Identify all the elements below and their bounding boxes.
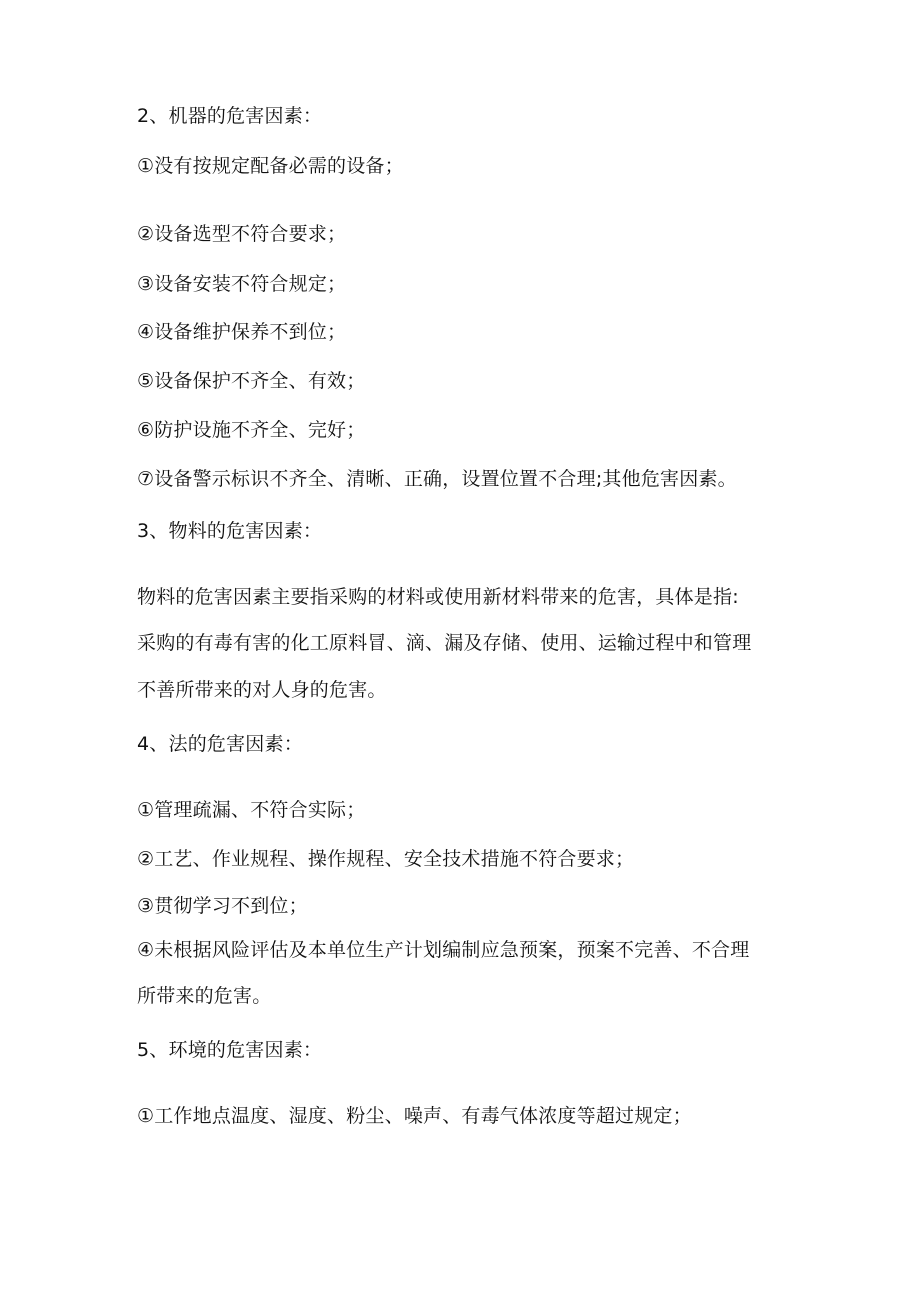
- list-item: ④未根据风险评估及本单位生产计划编制应急预案，预案不完善、不合理: [137, 939, 750, 961]
- section-heading-machine: 2、机器的危害因素：: [137, 105, 323, 127]
- paragraph-line: 采购的有毒有害的化工原料冒、滴、漏及存储、使用、运输过程中和管理: [137, 632, 752, 654]
- list-item: ③贯彻学习不到位；: [137, 895, 308, 917]
- list-item: ②工艺、作业规程、操作规程、安全技术措施不符合要求；: [137, 848, 635, 870]
- section-heading-environment: 5、环境的危害因素：: [137, 1039, 323, 1061]
- list-item: ⑦设备警示标识不齐全、清晰、正确，设置位置不合理;其他危害因素。: [137, 468, 737, 490]
- section-heading-method: 4、法的危害因素：: [137, 733, 303, 755]
- list-item: ①管理疏漏、不符合实际；: [137, 799, 366, 821]
- list-item-continuation: 所带来的危害。: [137, 985, 272, 1007]
- list-item: ①没有按规定配备必需的设备；: [137, 155, 404, 177]
- list-item: ⑤设备保护不齐全、有效；: [137, 370, 366, 392]
- section-heading-material: 3、物料的危害因素：: [137, 520, 323, 542]
- paragraph-line: 物料的危害因素主要指采购的材料或使用新材料带来的危害，具体是指:: [137, 586, 739, 608]
- list-item: ④设备维护保养不到位；: [137, 321, 347, 343]
- list-item: ①工作地点温度、湿度、粉尘、噪声、有毒气体浓度等超过规定；: [137, 1105, 692, 1127]
- list-item: ②设备选型不符合要求；: [137, 223, 347, 245]
- list-item: ③设备安装不符合规定；: [137, 273, 347, 295]
- list-item: ⑥防护设施不齐全、完好；: [137, 419, 366, 441]
- paragraph-line: 不善所带来的对人身的危害。: [137, 679, 387, 701]
